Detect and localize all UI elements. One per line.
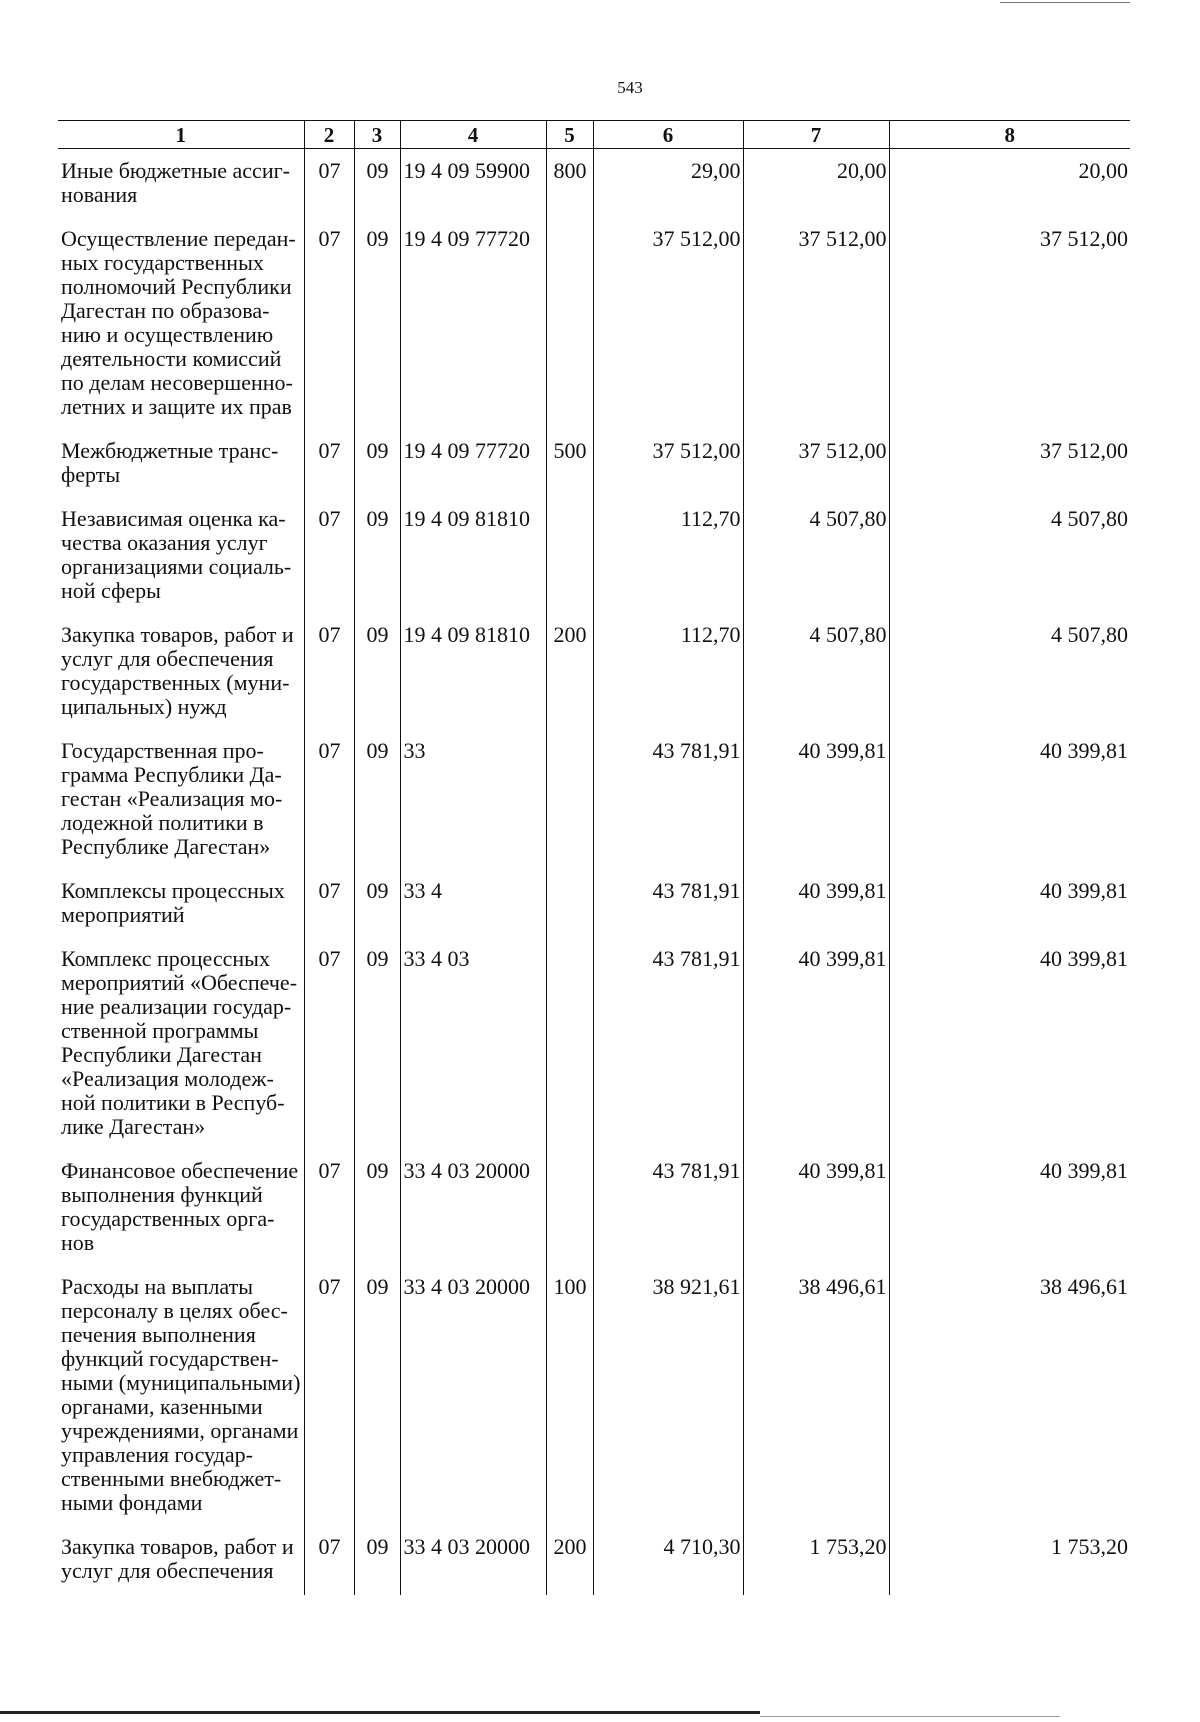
expense-type-code: 500	[546, 429, 593, 497]
amount-col8: 40 399,81	[889, 937, 1130, 1149]
row-name: Закупка товаров, работ и услуг для обеспечения государственных (муни- ципальных) нужд	[61, 622, 294, 719]
row-name: Независимая оценка ка- чества оказания услуг организациями социаль- ной сферы	[61, 506, 292, 603]
amount-col7: 4 507,80	[743, 497, 889, 613]
expense-type-code: 100	[546, 1265, 593, 1525]
amount-col7: 20,00	[743, 149, 889, 218]
expense-type-code	[546, 869, 593, 937]
column-header: 1	[58, 121, 304, 149]
section-code: 07	[304, 1265, 354, 1525]
column-header: 8	[889, 121, 1130, 149]
section-code: 07	[304, 149, 354, 218]
expense-type-code	[546, 217, 593, 429]
amount-col8: 40 399,81	[889, 869, 1130, 937]
section-code: 07	[304, 1525, 354, 1595]
table-row	[58, 869, 1130, 937]
amount-col8: 4 507,80	[889, 613, 1130, 729]
table-row	[58, 429, 1130, 497]
amount-col8: 40 399,81	[889, 729, 1130, 869]
subsection-code: 09	[354, 149, 400, 218]
subsection-code: 09	[354, 497, 400, 613]
target-article-code: 33 4 03 20000	[400, 1265, 546, 1525]
amount-col6: 43 781,91	[593, 937, 743, 1149]
amount-col8: 1 753,20	[889, 1525, 1130, 1595]
row-name: Финансовое обеспечение выполнения функций государственных орга- нов	[61, 1158, 299, 1255]
expense-type-code	[546, 1149, 593, 1265]
expense-type-code	[546, 497, 593, 613]
amount-col7: 1 753,20	[743, 1525, 889, 1595]
column-header: 4	[400, 121, 546, 149]
row-name: Межбюджетные транс- ферты	[61, 438, 279, 487]
row-name: Иные бюджетные ассиг- нования	[61, 158, 290, 207]
subsection-code: 09	[354, 1265, 400, 1525]
section-code: 07	[304, 613, 354, 729]
subsection-code: 09	[354, 1525, 400, 1595]
subsection-code: 09	[354, 1149, 400, 1265]
target-article-code: 19 4 09 77720	[400, 217, 546, 429]
table-row	[58, 497, 1130, 613]
amount-col7: 37 512,00	[743, 217, 889, 429]
budget-table	[58, 120, 1130, 1595]
scan-artifact-top-line	[1000, 2, 1130, 3]
row-name: Комплекс процессных мероприятий «Обеспече- ние реализации государ- ственной программы Республики Дагестан «Реализация молодеж- ной политики в Респуб- лике Дагестан»	[61, 946, 298, 1139]
scan-artifact-bottom-faint-line	[760, 1716, 1060, 1717]
subsection-code: 09	[354, 613, 400, 729]
target-article-code: 33 4 03 20000	[400, 1525, 546, 1595]
table-row	[58, 217, 1130, 429]
target-article-code: 33	[400, 729, 546, 869]
amount-col6: 38 921,61	[593, 1265, 743, 1525]
table-row	[58, 149, 1130, 218]
amount-col6: 112,70	[593, 497, 743, 613]
row-name: Расходы на выплаты персоналу в целях обес- печения выполнения функций государствен- ными (муниципальными) органами, казенными учреждениями, органами управления государ- ственными внебюджет- ными фондами	[61, 1274, 301, 1515]
amount-col6: 43 781,91	[593, 1149, 743, 1265]
amount-col8: 20,00	[889, 149, 1130, 218]
column-header: 6	[593, 121, 743, 149]
section-code: 07	[304, 937, 354, 1149]
target-article-code: 19 4 09 77720	[400, 429, 546, 497]
amount-col6: 4 710,30	[593, 1525, 743, 1595]
amount-col8: 37 512,00	[889, 429, 1130, 497]
target-article-code: 33 4	[400, 869, 546, 937]
section-code: 07	[304, 497, 354, 613]
amount-col8: 4 507,80	[889, 497, 1130, 613]
row-name: Осуществление передан- ных государственных полномочий Республики Дагестан по образова- нию и осуществлению деятельности комиссий по делам несовершенно- летних и защите их прав	[61, 226, 296, 419]
amount-col7: 40 399,81	[743, 869, 889, 937]
table-row	[58, 613, 1130, 729]
subsection-code: 09	[354, 217, 400, 429]
subsection-code: 09	[354, 869, 400, 937]
expense-type-code	[546, 937, 593, 1149]
subsection-code: 09	[354, 429, 400, 497]
row-name: Государственная про- грамма Республики Да- гестан «Реализация мо- лодежной политики в Республике Дагестан»	[61, 738, 283, 859]
amount-col8: 38 496,61	[889, 1265, 1130, 1525]
column-header: 5	[546, 121, 593, 149]
column-header: 7	[743, 121, 889, 149]
table-row	[58, 1149, 1130, 1265]
amount-col7: 37 512,00	[743, 429, 889, 497]
target-article-code: 33 4 03 20000	[400, 1149, 546, 1265]
section-code: 07	[304, 1149, 354, 1265]
column-header: 2	[304, 121, 354, 149]
amount-col6: 43 781,91	[593, 869, 743, 937]
table-row	[58, 1525, 1130, 1595]
table-row	[58, 937, 1130, 1149]
section-code: 07	[304, 729, 354, 869]
amount-col7: 40 399,81	[743, 1149, 889, 1265]
target-article-code: 19 4 09 59900	[400, 149, 546, 218]
page-number: 543	[617, 78, 643, 97]
column-header: 3	[354, 121, 400, 149]
expense-type-code	[546, 729, 593, 869]
section-code: 07	[304, 217, 354, 429]
target-article-code: 33 4 03	[400, 937, 546, 1149]
amount-col6: 43 781,91	[593, 729, 743, 869]
table-row	[58, 1265, 1130, 1525]
table-row	[58, 729, 1130, 869]
amount-col7: 38 496,61	[743, 1265, 889, 1525]
amount-col6: 37 512,00	[593, 429, 743, 497]
table-header-row	[58, 121, 1130, 149]
section-code: 07	[304, 429, 354, 497]
amount-col8: 37 512,00	[889, 217, 1130, 429]
row-name: Закупка товаров, работ и услуг для обеспечения	[61, 1534, 294, 1583]
amount-col6: 29,00	[593, 149, 743, 218]
amount-col6: 37 512,00	[593, 217, 743, 429]
row-name: Комплексы процессных мероприятий	[61, 878, 285, 927]
expense-type-code: 200	[546, 613, 593, 729]
amount-col6: 112,70	[593, 613, 743, 729]
expense-type-code: 200	[546, 1525, 593, 1595]
section-code: 07	[304, 869, 354, 937]
amount-col7: 40 399,81	[743, 937, 889, 1149]
amount-col7: 40 399,81	[743, 729, 889, 869]
target-article-code: 19 4 09 81810	[400, 497, 546, 613]
amount-col8: 40 399,81	[889, 1149, 1130, 1265]
amount-col7: 4 507,80	[743, 613, 889, 729]
target-article-code: 19 4 09 81810	[400, 613, 546, 729]
scan-artifact-bottom-line	[0, 1711, 760, 1714]
subsection-code: 09	[354, 729, 400, 869]
expense-type-code: 800	[546, 149, 593, 218]
subsection-code: 09	[354, 937, 400, 1149]
